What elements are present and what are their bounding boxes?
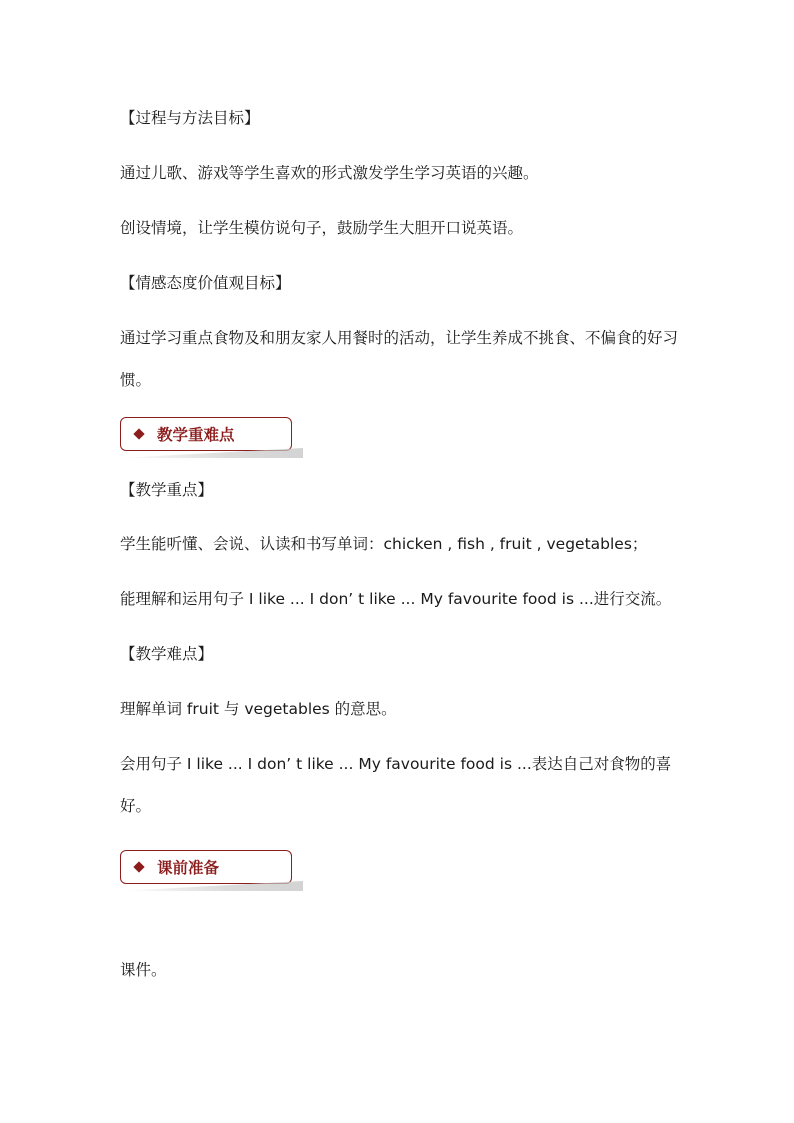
diamond-bullet-icon <box>133 861 144 872</box>
key-points-paragraph-2: 能理解和运用句子 I like ... I don’ t like ... My favourite food is ...进行交流。 <box>120 590 672 608</box>
section-header-key-difficult <box>120 417 292 451</box>
process-paragraph-1: 通过儿歌、游戏等学生喜欢的形式激发学生学习英语的兴趣。 <box>120 164 539 182</box>
difficult-points-paragraph-1: 理解单词 fruit 与 vegetables 的意思。 <box>120 700 397 718</box>
diamond-bullet-icon <box>133 428 144 439</box>
preparation-paragraph: 课件。 <box>120 961 167 979</box>
section-title: 课前准备 <box>157 858 220 877</box>
difficult-points-heading: 【教学难点】 <box>120 645 214 663</box>
section-title: 教学重难点 <box>157 425 235 444</box>
key-points-heading: 【教学重点】 <box>120 481 214 499</box>
key-points-paragraph-1: 学生能听懂、会说、认读和书写单词：chicken , fish , fruit , vegetables； <box>120 535 648 553</box>
section-header-preparation <box>120 850 292 884</box>
emotion-paragraph: 通过学习重点食物及和朋友家人用餐时的活动，让学生养成不挑食、不偏食的好习惯。 <box>120 329 679 389</box>
process-method-heading: 【过程与方法目标】 <box>120 109 260 127</box>
difficult-points-paragraph-2: 会用句子 I like ... I don’ t like ... My favourite food is ...表达自己对食物的喜好。 <box>120 755 672 815</box>
emotion-value-heading: 【情感态度价值观目标】 <box>120 274 291 292</box>
process-paragraph-2: 创设情境，让学生模仿说句子，鼓励学生大胆开口说英语。 <box>120 219 524 237</box>
